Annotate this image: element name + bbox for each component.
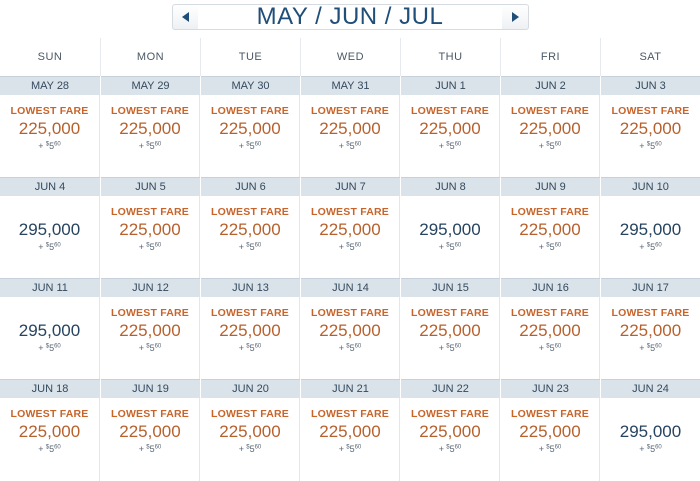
calendar-day-cell[interactable] xyxy=(400,379,500,481)
day-date-label: JUN 6 xyxy=(201,177,300,196)
fee-dollars: 5 xyxy=(349,242,355,252)
calendar-week-row xyxy=(0,177,700,278)
fee-cents: 60 xyxy=(54,242,61,249)
lowest-fare-label: LOWEST FARE xyxy=(410,408,490,420)
day-fare-body xyxy=(0,95,100,178)
chevron-left-icon xyxy=(182,12,190,22)
fee-plus-sign: + xyxy=(38,444,44,454)
fee-dollars: 5 xyxy=(249,141,255,151)
fee-dollars: 5 xyxy=(49,444,55,454)
fare-miles: 295,000 xyxy=(619,422,682,441)
fee-currency-symbol: $ xyxy=(246,141,250,148)
fee-cents: 60 xyxy=(54,343,61,350)
lowest-fare-label: LOWEST FARE xyxy=(310,307,390,319)
fare-miles: 225,000 xyxy=(619,321,682,340)
fee-dollars: 5 xyxy=(449,343,455,353)
fee-cents: 60 xyxy=(54,141,61,148)
fee-plus-sign: + xyxy=(538,343,544,353)
weekday-wed: WED xyxy=(300,38,400,76)
calendar-header xyxy=(0,0,700,38)
fare-miles: 225,000 xyxy=(219,321,281,340)
fee-dollars: 5 xyxy=(249,242,255,252)
fare-miles: 225,000 xyxy=(419,422,481,441)
day-date-label: JUN 21 xyxy=(301,379,400,398)
day-fare-body xyxy=(301,398,400,481)
fee-cents: 60 xyxy=(254,141,262,148)
fee-cents: 60 xyxy=(154,444,162,451)
fee-cents: 60 xyxy=(354,444,362,451)
lowest-fare-label: LOWEST FARE xyxy=(310,206,390,218)
fare-miles: 225,000 xyxy=(319,422,381,441)
day-date-label: JUN 7 xyxy=(301,177,400,196)
fee-currency-symbol: $ xyxy=(346,141,350,148)
day-fare-body xyxy=(501,196,600,279)
day-fare-body xyxy=(0,196,100,279)
day-date-label: JUN 10 xyxy=(601,177,700,196)
fee-currency-symbol: $ xyxy=(246,444,250,451)
fee-plus-sign: + xyxy=(639,444,645,454)
fee-dollars: 5 xyxy=(549,444,555,454)
day-date-label: JUN 16 xyxy=(501,278,600,297)
day-fare-body xyxy=(301,297,400,380)
lowest-fare-label: LOWEST FARE xyxy=(110,408,190,420)
day-date-label: JUN 19 xyxy=(101,379,200,398)
calendar-day-cell[interactable] xyxy=(200,379,300,481)
previous-month-button[interactable] xyxy=(172,4,199,30)
fee-cents: 60 xyxy=(154,141,162,148)
taxes-fees xyxy=(139,242,162,252)
fare-miles: 225,000 xyxy=(18,422,81,441)
fee-currency-symbol: $ xyxy=(446,141,450,148)
fee-dollars: 5 xyxy=(149,141,155,151)
fee-currency-symbol: $ xyxy=(546,141,550,148)
fee-currency-symbol: $ xyxy=(346,242,350,249)
fee-cents: 60 xyxy=(655,444,662,451)
taxes-fees xyxy=(239,343,262,353)
day-fare-body xyxy=(201,398,300,481)
fee-cents: 60 xyxy=(655,141,662,148)
chevron-right-icon xyxy=(511,12,519,22)
fee-plus-sign: + xyxy=(639,242,645,252)
day-date-label: MAY 28 xyxy=(0,76,100,95)
day-fare-body xyxy=(601,196,700,279)
calendar-day-cell[interactable] xyxy=(0,177,100,279)
fee-cents: 60 xyxy=(354,141,362,148)
day-fare-body xyxy=(0,297,100,380)
fee-currency-symbol: $ xyxy=(146,343,150,350)
fare-miles: 225,000 xyxy=(519,321,581,340)
fee-cents: 60 xyxy=(454,343,462,350)
fee-cents: 60 xyxy=(554,343,562,350)
day-date-label: JUN 20 xyxy=(201,379,300,398)
day-date-label: JUN 1 xyxy=(401,76,500,95)
fee-dollars: 5 xyxy=(449,141,455,151)
fee-dollars: 5 xyxy=(49,141,55,151)
fee-currency-symbol: $ xyxy=(546,343,550,350)
fee-plus-sign: + xyxy=(639,343,645,353)
fee-cents: 60 xyxy=(454,141,462,148)
calendar-day-cell[interactable] xyxy=(300,177,400,279)
taxes-fees xyxy=(339,343,362,353)
fee-currency-symbol: $ xyxy=(646,242,651,249)
day-fare-body xyxy=(501,297,600,380)
taxes-fees xyxy=(539,242,562,252)
day-date-label: JUN 8 xyxy=(401,177,500,196)
taxes-fees xyxy=(639,242,662,252)
taxes-fees xyxy=(439,343,462,353)
calendar-day-cell[interactable] xyxy=(400,76,500,178)
fee-currency-symbol: $ xyxy=(446,343,450,350)
fee-currency-symbol: $ xyxy=(45,242,50,249)
day-date-label: JUN 18 xyxy=(0,379,100,398)
calendar-day-cell[interactable] xyxy=(100,379,200,481)
lowest-fare-label: LOWEST FARE xyxy=(210,105,290,117)
calendar-week-row xyxy=(0,76,700,177)
weekday-fri: FRI xyxy=(500,38,600,76)
day-date-label: MAY 30 xyxy=(201,76,300,95)
fee-cents: 60 xyxy=(154,343,162,350)
lowest-fare-label: LOWEST FARE xyxy=(510,408,590,420)
fee-dollars: 5 xyxy=(349,444,355,454)
fee-plus-sign: + xyxy=(338,141,344,151)
day-fare-body xyxy=(401,95,500,178)
day-date-label: JUN 9 xyxy=(501,177,600,196)
day-fare-body xyxy=(201,297,300,380)
day-date-label: JUN 11 xyxy=(0,278,100,297)
calendar-day-cell[interactable] xyxy=(600,76,700,178)
day-fare-body xyxy=(101,297,200,380)
month-range-title: MAY / JUN / JUL xyxy=(256,3,444,30)
fee-currency-symbol: $ xyxy=(446,444,450,451)
taxes-fees xyxy=(239,444,262,454)
fee-cents: 60 xyxy=(254,444,262,451)
fee-plus-sign: + xyxy=(238,141,244,151)
fare-miles: 225,000 xyxy=(219,119,281,138)
fee-currency-symbol: $ xyxy=(346,343,350,350)
calendar-grid xyxy=(0,76,700,480)
fare-miles: 225,000 xyxy=(519,422,581,441)
fee-cents: 60 xyxy=(454,444,462,451)
fee-cents: 60 xyxy=(354,343,362,350)
day-date-label: JUN 2 xyxy=(501,76,600,95)
lowest-fare-label: LOWEST FARE xyxy=(110,206,190,218)
fee-cents: 60 xyxy=(454,242,462,249)
calendar-day-cell[interactable] xyxy=(500,379,600,481)
day-date-label: JUN 22 xyxy=(401,379,500,398)
day-fare-body xyxy=(601,297,700,380)
day-date-label: JUN 23 xyxy=(501,379,600,398)
fare-miles: 295,000 xyxy=(18,321,81,340)
calendar-day-cell[interactable] xyxy=(300,379,400,481)
calendar-day-cell[interactable] xyxy=(0,76,100,178)
fare-miles: 225,000 xyxy=(119,422,181,441)
lowest-fare-label: LOWEST FARE xyxy=(310,408,390,420)
taxes-fees xyxy=(539,141,562,151)
calendar-week-row xyxy=(0,278,700,379)
calendar-day-cell[interactable] xyxy=(600,177,700,279)
calendar-day-cell[interactable] xyxy=(600,379,700,481)
fee-plus-sign: + xyxy=(538,242,544,252)
taxes-fees xyxy=(639,141,662,151)
day-date-label: JUN 15 xyxy=(401,278,500,297)
fee-cents: 60 xyxy=(655,242,662,249)
fee-plus-sign: + xyxy=(438,141,444,151)
day-fare-body xyxy=(201,196,300,279)
lowest-fare-label: LOWEST FARE xyxy=(10,408,89,420)
calendar-day-cell[interactable] xyxy=(500,278,600,380)
fee-plus-sign: + xyxy=(138,444,144,454)
calendar-day-cell[interactable] xyxy=(400,278,500,380)
calendar-day-cell[interactable] xyxy=(100,278,200,380)
calendar-day-cell[interactable] xyxy=(400,177,500,279)
calendar-day-cell[interactable] xyxy=(0,379,100,481)
fee-dollars: 5 xyxy=(549,242,555,252)
lowest-fare-label: LOWEST FARE xyxy=(510,307,590,319)
fee-dollars: 5 xyxy=(650,242,656,252)
fee-currency-symbol: $ xyxy=(646,444,651,451)
fee-cents: 60 xyxy=(154,242,162,249)
calendar-day-cell[interactable] xyxy=(600,278,700,380)
taxes-fees xyxy=(439,444,462,454)
fee-dollars: 5 xyxy=(650,444,656,454)
fee-dollars: 5 xyxy=(149,242,155,252)
calendar-day-cell[interactable] xyxy=(100,177,200,279)
fee-plus-sign: + xyxy=(238,444,244,454)
fee-cents: 60 xyxy=(554,141,562,148)
fare-miles: 225,000 xyxy=(319,119,381,138)
fee-plus-sign: + xyxy=(438,444,444,454)
lowest-fare-label: LOWEST FARE xyxy=(510,105,590,117)
calendar-day-cell[interactable] xyxy=(100,76,200,178)
day-fare-body xyxy=(201,95,300,178)
fee-dollars: 5 xyxy=(149,343,155,353)
taxes-fees xyxy=(239,141,262,151)
fee-dollars: 5 xyxy=(449,444,455,454)
fee-plus-sign: + xyxy=(438,242,444,252)
fare-miles: 225,000 xyxy=(119,220,181,239)
fee-currency-symbol: $ xyxy=(45,343,50,350)
fee-plus-sign: + xyxy=(538,141,544,151)
fee-dollars: 5 xyxy=(49,343,55,353)
fee-dollars: 5 xyxy=(249,444,255,454)
fee-currency-symbol: $ xyxy=(246,242,250,249)
fee-cents: 60 xyxy=(554,242,562,249)
calendar-day-cell[interactable] xyxy=(500,76,600,178)
fee-currency-symbol: $ xyxy=(546,444,550,451)
fee-cents: 60 xyxy=(354,242,362,249)
taxes-fees xyxy=(38,141,61,151)
taxes-fees xyxy=(38,242,61,252)
weekday-tue: TUE xyxy=(200,38,300,76)
taxes-fees xyxy=(38,343,61,353)
lowest-fare-label: LOWEST FARE xyxy=(410,105,490,117)
fare-miles: 225,000 xyxy=(219,220,281,239)
day-fare-body xyxy=(0,398,100,481)
day-date-label: JUN 17 xyxy=(601,278,700,297)
day-fare-body xyxy=(601,95,700,178)
day-fare-body xyxy=(401,398,500,481)
lowest-fare-label: LOWEST FARE xyxy=(611,307,690,319)
lowest-fare-label: LOWEST FARE xyxy=(310,105,390,117)
taxes-fees xyxy=(439,141,462,151)
fare-miles: 225,000 xyxy=(319,321,381,340)
fee-currency-symbol: $ xyxy=(646,141,651,148)
taxes-fees xyxy=(539,343,562,353)
fee-dollars: 5 xyxy=(650,141,656,151)
fare-miles: 225,000 xyxy=(319,220,381,239)
next-month-button[interactable] xyxy=(502,4,529,30)
fee-dollars: 5 xyxy=(49,242,55,252)
fee-dollars: 5 xyxy=(650,343,656,353)
weekday-sun: SUN xyxy=(37,51,63,63)
day-fare-body xyxy=(301,95,400,178)
day-date-label: JUN 13 xyxy=(201,278,300,297)
fee-plus-sign: + xyxy=(138,242,144,252)
fee-plus-sign: + xyxy=(238,343,244,353)
day-date-label: JUN 24 xyxy=(601,379,700,398)
taxes-fees xyxy=(139,141,162,151)
lowest-fare-label: LOWEST FARE xyxy=(210,307,290,319)
lowest-fare-label: LOWEST FARE xyxy=(410,307,490,319)
calendar-week-row xyxy=(0,379,700,480)
calendar-day-cell[interactable] xyxy=(300,278,400,380)
taxes-fees xyxy=(439,242,462,252)
day-fare-body xyxy=(501,95,600,178)
fare-miles: 295,000 xyxy=(619,220,682,239)
fare-miles: 295,000 xyxy=(419,220,481,239)
fare-miles: 225,000 xyxy=(18,119,81,138)
day-date-label: MAY 31 xyxy=(301,76,400,95)
fee-dollars: 5 xyxy=(549,141,555,151)
fee-currency-symbol: $ xyxy=(146,242,150,249)
day-date-label: MAY 29 xyxy=(101,76,200,95)
fee-plus-sign: + xyxy=(38,242,44,252)
fee-currency-symbol: $ xyxy=(646,343,651,350)
fee-dollars: 5 xyxy=(349,141,355,151)
fee-plus-sign: + xyxy=(639,141,645,151)
fare-miles: 225,000 xyxy=(419,119,481,138)
day-fare-body xyxy=(401,196,500,279)
taxes-fees xyxy=(239,242,262,252)
day-fare-body xyxy=(501,398,600,481)
calendar-day-cell[interactable] xyxy=(200,278,300,380)
fare-miles: 225,000 xyxy=(519,119,581,138)
taxes-fees xyxy=(539,444,562,454)
taxes-fees xyxy=(339,242,362,252)
fee-currency-symbol: $ xyxy=(45,141,50,148)
fee-currency-symbol: $ xyxy=(45,444,50,451)
day-date-label: JUN 12 xyxy=(101,278,200,297)
fee-cents: 60 xyxy=(254,242,262,249)
day-fare-body xyxy=(301,196,400,279)
weekday-thu: THU xyxy=(400,38,500,76)
fare-miles: 225,000 xyxy=(119,321,181,340)
fee-plus-sign: + xyxy=(238,242,244,252)
day-fare-body xyxy=(101,95,200,178)
lowest-fare-label: LOWEST FARE xyxy=(611,105,690,117)
weekday-sat: SAT xyxy=(600,38,700,76)
day-fare-body xyxy=(401,297,500,380)
fee-cents: 60 xyxy=(254,343,262,350)
fare-miles: 225,000 xyxy=(419,321,481,340)
day-date-label: JUN 3 xyxy=(601,76,700,95)
calendar-day-cell[interactable] xyxy=(200,177,300,279)
taxes-fees xyxy=(639,343,662,353)
lowest-fare-label: LOWEST FARE xyxy=(110,307,190,319)
taxes-fees xyxy=(38,444,61,454)
lowest-fare-label: LOWEST FARE xyxy=(210,206,290,218)
lowest-fare-label: LOWEST FARE xyxy=(510,206,590,218)
fee-plus-sign: + xyxy=(138,141,144,151)
day-date-label: JUN 4 xyxy=(0,177,100,196)
fee-cents: 60 xyxy=(54,444,61,451)
fee-dollars: 5 xyxy=(249,343,255,353)
fare-miles: 225,000 xyxy=(219,422,281,441)
fee-plus-sign: + xyxy=(338,444,344,454)
weekday-header-row xyxy=(0,38,700,76)
fee-plus-sign: + xyxy=(338,343,344,353)
day-date-label: JUN 14 xyxy=(301,278,400,297)
taxes-fees xyxy=(339,141,362,151)
fare-miles: 225,000 xyxy=(519,220,581,239)
taxes-fees xyxy=(139,343,162,353)
lowest-fare-label: LOWEST FARE xyxy=(110,105,190,117)
fee-currency-symbol: $ xyxy=(146,444,150,451)
day-fare-body xyxy=(101,398,200,481)
fee-currency-symbol: $ xyxy=(146,141,150,148)
fee-plus-sign: + xyxy=(538,444,544,454)
fee-currency-symbol: $ xyxy=(246,343,250,350)
fare-miles: 225,000 xyxy=(119,119,181,138)
day-fare-body xyxy=(601,398,700,481)
calendar-day-cell[interactable] xyxy=(200,76,300,178)
fee-plus-sign: + xyxy=(338,242,344,252)
day-fare-body xyxy=(101,196,200,279)
taxes-fees xyxy=(339,444,362,454)
taxes-fees xyxy=(139,444,162,454)
fee-plus-sign: + xyxy=(438,343,444,353)
fee-plus-sign: + xyxy=(138,343,144,353)
fee-currency-symbol: $ xyxy=(346,444,350,451)
calendar-day-cell[interactable] xyxy=(0,278,100,380)
fee-cents: 60 xyxy=(655,343,662,350)
weekday-mon: MON xyxy=(100,38,200,76)
lowest-fare-label: LOWEST FARE xyxy=(10,105,89,117)
day-date-label: JUN 5 xyxy=(101,177,200,196)
fare-miles: 225,000 xyxy=(619,119,682,138)
fee-cents: 60 xyxy=(554,444,562,451)
fee-plus-sign: + xyxy=(38,141,44,151)
lowest-fare-label: LOWEST FARE xyxy=(210,408,290,420)
fee-currency-symbol: $ xyxy=(546,242,550,249)
fare-miles: 295,000 xyxy=(18,220,81,239)
fee-dollars: 5 xyxy=(349,343,355,353)
fee-dollars: 5 xyxy=(149,444,155,454)
fee-dollars: 5 xyxy=(549,343,555,353)
taxes-fees xyxy=(639,444,662,454)
fee-dollars: 5 xyxy=(449,242,455,252)
calendar-day-cell[interactable] xyxy=(500,177,600,279)
fee-plus-sign: + xyxy=(38,343,44,353)
calendar-day-cell[interactable] xyxy=(300,76,400,178)
fee-currency-symbol: $ xyxy=(446,242,450,249)
